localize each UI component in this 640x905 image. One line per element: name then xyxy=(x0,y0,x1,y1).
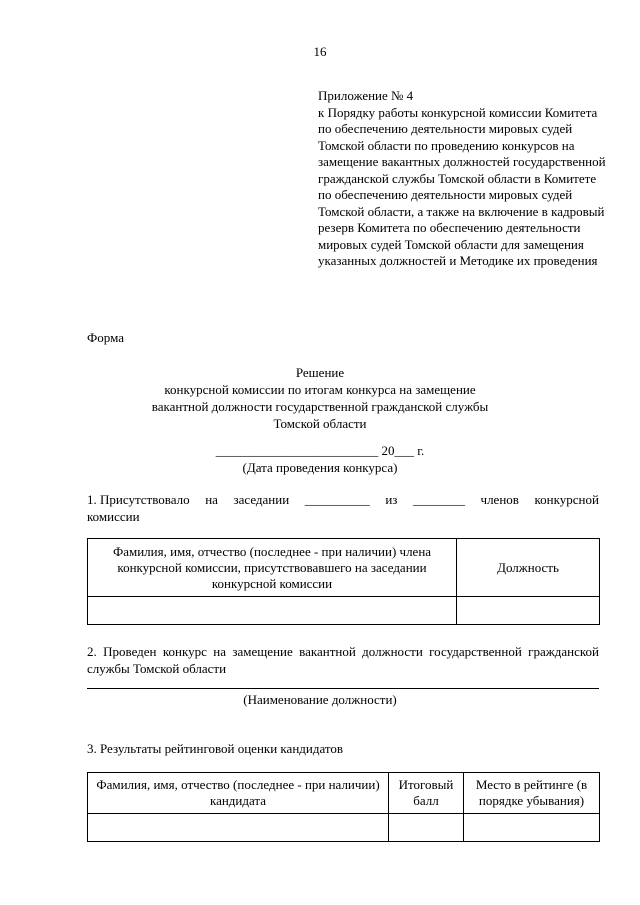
section-3-title: 3. Результаты рейтинговой оценки кандидатов xyxy=(87,741,344,756)
section-1-word: заседании xyxy=(233,492,290,507)
decision-heading xyxy=(0,364,640,432)
decision-line-1: конкурсной комиссии по итогам конкурса на замещение xyxy=(164,382,476,397)
candidate-name-header: Фамилия, имя, отчество (последнее - при наличии) кандидата xyxy=(88,773,389,814)
rating-place-header: Место в рейтинге (в порядке убывания) xyxy=(464,773,600,814)
appendix-block xyxy=(318,88,608,270)
page-number: 16 xyxy=(313,44,327,59)
members-table xyxy=(87,538,600,625)
position-name-line xyxy=(87,688,599,689)
total-score-header: Итоговый балл xyxy=(389,773,464,814)
section-1-word: 1. Присутствовало xyxy=(87,492,190,507)
table-header-row xyxy=(88,773,600,814)
table-cell-empty[interactable] xyxy=(389,814,464,842)
section-1-line xyxy=(87,491,599,508)
table-row xyxy=(88,814,600,842)
date-block xyxy=(0,442,640,476)
position-name-hint: (Наименование должности) xyxy=(243,692,397,707)
appendix-title: Приложение № 4 xyxy=(318,88,414,103)
table-cell-empty[interactable] xyxy=(88,597,457,625)
form-label: Форма xyxy=(87,330,124,345)
table-row xyxy=(88,597,600,625)
date-hint: (Дата проведения конкурса) xyxy=(242,460,398,475)
table-cell-empty[interactable] xyxy=(464,814,600,842)
decision-title: Решение xyxy=(295,365,345,380)
section-1-word: членов xyxy=(480,492,519,507)
date-field-line: _________________________ 20___ г. xyxy=(215,443,425,458)
decision-line-3: Томской области xyxy=(273,416,367,431)
section-1-word: на xyxy=(205,492,218,507)
decision-line-2: вакантной должности государственной гражданской службы xyxy=(151,399,489,414)
section-1-word: ________ xyxy=(412,492,465,507)
section-1 xyxy=(87,491,599,525)
section-2: 2. Проведен конкурс на замещение вакантной должности государственной гражданской службы Томской области xyxy=(87,644,599,676)
section-1-tail: комиссии xyxy=(87,509,140,524)
section-1-word: __________ xyxy=(304,492,370,507)
appendix-body: к Порядку работы конкурсной комиссии Комитета по обеспечению деятельности мировых судей Томской области по проведению конкурсов на замещение вакантных должностей государственной гражданской службы Томской области в Комитете по обеспечению деятельности мировых судей Томской области, а также на включение в кадровый резерв Комитета по обеспечению деятельности мировых судей Томской области для замещения указанных должностей и Методике их проведения xyxy=(318,104,606,268)
table-header-row xyxy=(88,539,600,597)
section-1-word: из xyxy=(385,492,398,507)
table-cell-empty[interactable] xyxy=(457,597,600,625)
members-name-header: Фамилия, имя, отчество (последнее - при наличии) члена конкурсной комиссии, присутствовавшего на заседании конкурсной комиссии xyxy=(88,539,457,597)
table-cell-empty[interactable] xyxy=(88,814,389,842)
rating-table xyxy=(87,772,600,842)
section-1-word: конкурсной xyxy=(534,492,599,507)
members-position-header: Должность xyxy=(457,539,600,597)
